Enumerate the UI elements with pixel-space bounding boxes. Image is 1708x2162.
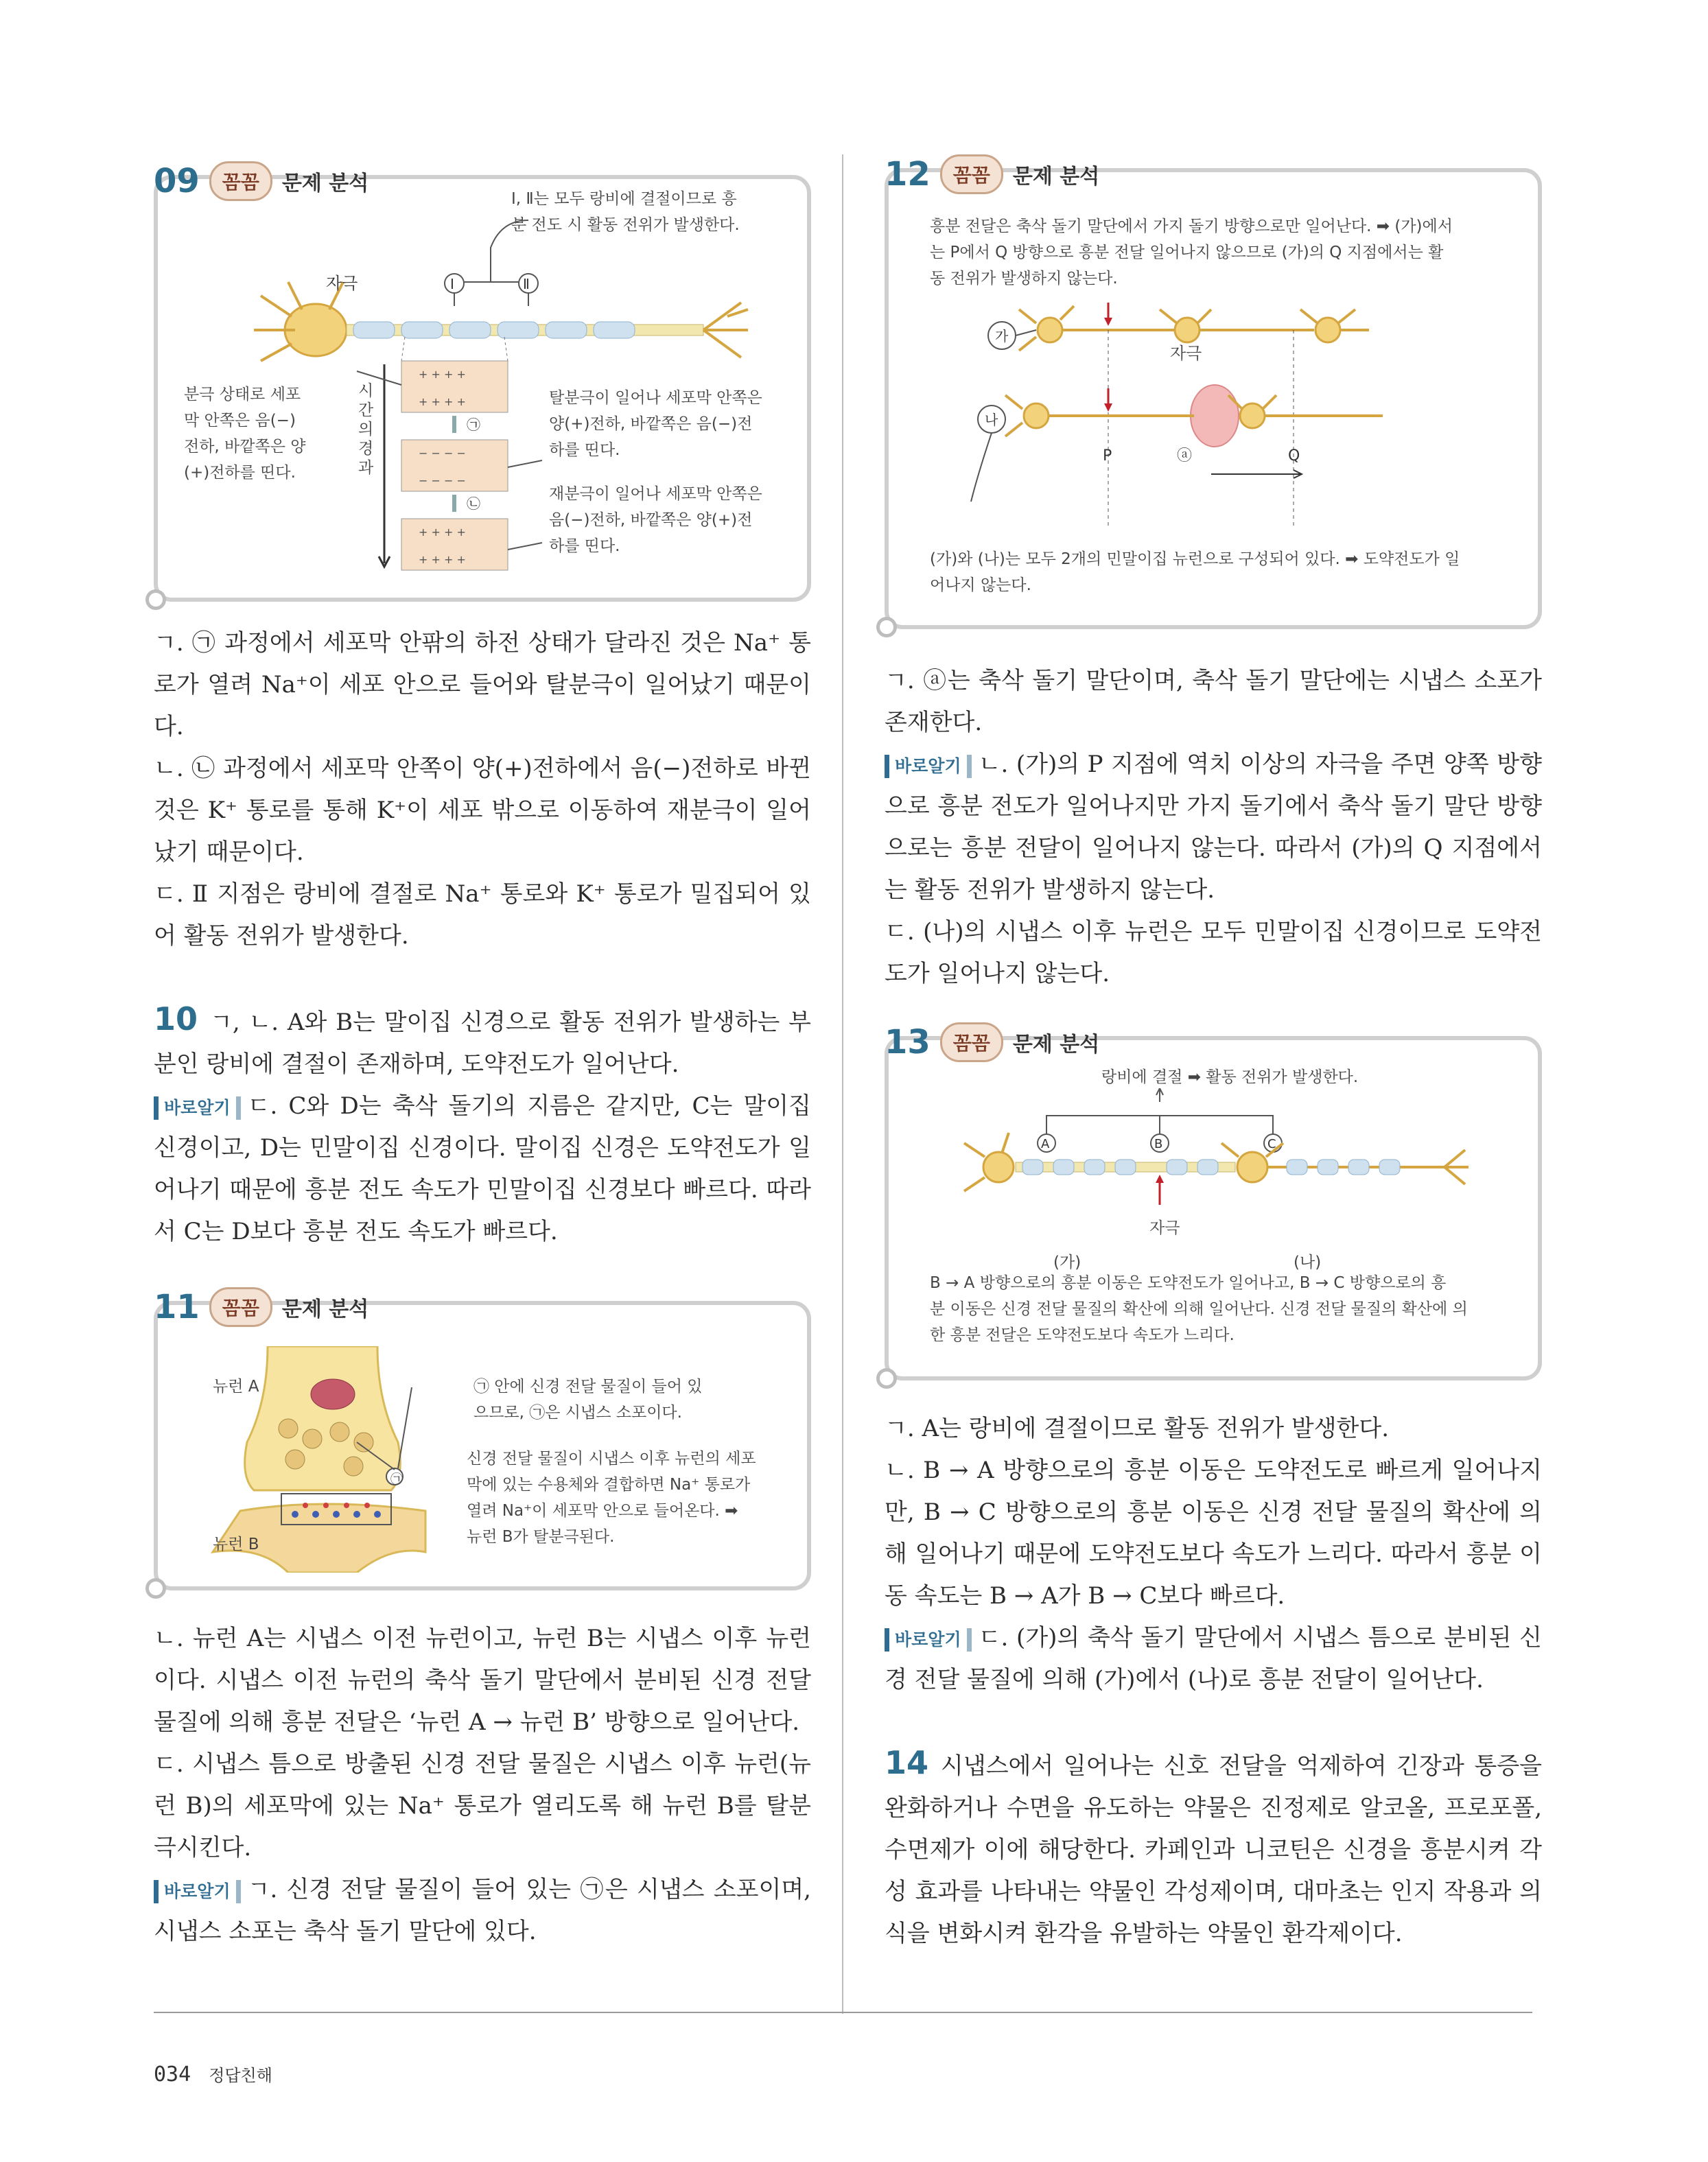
- q13-header: [885, 1022, 1099, 1062]
- q13-wrong-badge: 바로알기: [885, 1628, 972, 1652]
- q12-badge: 꼼꼼: [940, 154, 1003, 194]
- q10-wrong-badge: 바로알기: [154, 1096, 241, 1120]
- svg-text:+ + + +: + + + +: [419, 553, 466, 566]
- q11-wrong-text: ㄱ. 신경 전달 물질이 들어 있는 ㉠은 시냅스 소포이며, 시냅스 소포는 축삭 돌기 말단에 있다.: [154, 1876, 811, 1945]
- q11-badge: 꼼꼼: [209, 1287, 272, 1327]
- q09-left-note: 분극 상태로 세포 막 안쪽은 음(−) 전하, 바깥쪽은 양 (+)전하를 띤다.: [184, 386, 306, 482]
- footer-title: 정답친해: [209, 2066, 272, 2085]
- q13-stim-label: 자극: [1149, 1219, 1180, 1237]
- svg-text:+ + + +: + + + +: [419, 368, 466, 381]
- q12-na-label: 나: [985, 412, 998, 428]
- q11-label: 문제 분석: [281, 1297, 369, 1321]
- q09-number: 09: [154, 162, 200, 200]
- q12-answer-1: ㄱ. ⓐ는 축삭 돌기 말단이며, 축삭 돌기 말단에는 시냅스 소포가 존재한다.: [885, 667, 1542, 736]
- q13-label: 문제 분석: [1012, 1033, 1100, 1057]
- q11-mark: ㉠: [390, 1472, 403, 1487]
- q13-answer-1: ㄱ. A는 랑비에 결절이므로 활동 전위가 발생한다.: [885, 1415, 1390, 1442]
- q10-text-2: ㄷ. C와 D는 축삭 돌기의 지름은 같지만, C는 말이집 신경이고, D는 민말이집 신경이다. 말이집 신경은 도약전도가 일어나기 때문에 흥분 전도 속도가 민말이집 신경보다 빠르다. 따라서 C는 D보다 흥분 전도 속도가 빠르다.: [154, 1092, 811, 1245]
- q13-a-label: A: [1041, 1137, 1050, 1151]
- svg-text:− − − −: − − − −: [419, 447, 466, 460]
- q09-answers: [154, 622, 811, 957]
- left-column: [154, 154, 811, 1953]
- svg-text:+ + + +: + + + +: [419, 526, 466, 539]
- q13-answers: [885, 1408, 1542, 1701]
- q11-note-2: 신경 전달 물질이 시냅스 이후 뉴런의 세포 막에 있는 수용체와 결합하면 Na⁺ 통로가 열려 Na⁺이 세포막 안으로 들어온다. ➡ 뉴런 B가 탈분극된다.: [467, 1450, 756, 1546]
- q13-note-top: 랑비에 결절 ➡ 활동 전위가 발생한다.: [1101, 1068, 1359, 1086]
- q12-label: 문제 분석: [1012, 165, 1100, 189]
- right-column: [885, 154, 1542, 1955]
- q13-neuron-diagram: [889, 1088, 1534, 1260]
- q13-answer-2: ㄴ. B → A 방향으로의 흥분 이동은 도약전도로 빠르게 일어나지만, B → C 방향으로의 흥분 이동은 신경 전달 물질의 확산에 의해 일어나기 때문에 도약전도보다 속도가 느리다. 따라서 흥분 이동 속도는 B → A가 B → C보다 빠르다.: [885, 1457, 1542, 1610]
- q11-number: 11: [154, 1288, 200, 1326]
- q10-block: [154, 998, 811, 1253]
- q09-answer-3: ㄷ. Ⅱ 지점은 랑비에 결절로 Na⁺ 통로와 K⁺ 통로가 밀집되어 있어 활동 전위가 발생한다.: [154, 880, 811, 950]
- q12-header: [885, 154, 1099, 194]
- page-number: 034: [154, 2063, 191, 2087]
- q12-ga-label: 가: [995, 328, 1009, 344]
- q12-analysis-box: [885, 155, 1542, 629]
- q11-neuron-b-label: 뉴런 B: [213, 1536, 259, 1553]
- q13-answer-3: ㄷ. (가)의 축삭 돌기 말단에서 시냅스 틈으로 분비된 신경 전달 물질에 의해 (가)에서 (나)로 흥분 전달이 일어난다.: [885, 1624, 1542, 1693]
- footer: [154, 2062, 272, 2087]
- q09-right-note-1: 탈분극이 일어나 세포막 안쪽은 양(+)전하, 바깥쪽은 음(−)전 하를 띤다.: [549, 389, 762, 459]
- q11-neuron-a-label: 뉴런 A: [213, 1378, 259, 1396]
- q13-b-label: B: [1154, 1137, 1163, 1151]
- q13-note-bottom: B → A 방향으로의 흥분 이동은 도약전도가 일어나고, B → C 방향으로의 흥 분 이동은 신경 전달 물질의 확산에 의해 일어난다. 신경 전달 물질의 확산에 의 한 흥분 전달은 도약전도보다 속도가 느리다.: [930, 1274, 1468, 1344]
- q12-neuron-diagram: [889, 303, 1534, 550]
- q12-note-bottom: (가)와 (나)는 모두 2개의 민말이집 뉴런으로 구성되어 있다. ➡ 도약전도가 일 어나지 않는다.: [930, 550, 1460, 594]
- q12-answer-2: ㄴ. (가)의 P 지점에 역치 이상의 자극을 주면 양쪽 방향으로 흥분 전도가 일어나지만 가지 돌기에서 축삭 돌기 말단 방향으로는 흥분 전달이 일어나지 않는다. 따라서 (가)의 Q 지점에서는 활동 전위가 발생하지 않는다.: [885, 751, 1542, 904]
- q13-na-label: (나): [1294, 1254, 1322, 1271]
- q13-analysis-box: [885, 1023, 1542, 1380]
- q11-note-1: ㉠ 안에 신경 전달 물질이 들어 있 으므로, ㉠은 시냅스 소포이다.: [473, 1378, 703, 1422]
- svg-text:+ + + +: + + + +: [419, 395, 466, 408]
- q10-text-1: ㄱ, ㄴ. A와 B는 말이집 신경으로 활동 전위가 발생하는 부분인 랑비에 결절이 존재하며, 도약전도가 일어난다.: [154, 1009, 811, 1078]
- q12-number: 12: [885, 155, 931, 193]
- q09-label: 문제 분석: [281, 172, 369, 196]
- q14-number: 14: [885, 1744, 929, 1781]
- q09-step-1: ㉠: [467, 416, 480, 433]
- q13-c-label: C: [1267, 1137, 1276, 1151]
- q11-answer-1: ㄴ. 뉴런 A는 시냅스 이전 뉴런이고, 뉴런 B는 시냅스 이후 뉴런이다. 시냅스 이전 뉴런의 축삭 돌기 말단에서 분비된 신경 전달 물질에 의해 흥분 전달은 ‘뉴런 A → 뉴런 B’ 방향으로 일어난다.: [154, 1625, 811, 1736]
- q12-p-label: P: [1103, 447, 1112, 465]
- q09-badge: 꼼꼼: [209, 161, 272, 201]
- q09-answer-2: ㄴ. ㉡ 과정에서 세포막 안쪽이 양(+)전하에서 음(−)전하로 바뀐 것은 K⁺ 통로를 통해 K⁺이 세포 밖으로 이동하여 재분극이 일어났기 때문이다.: [154, 755, 811, 866]
- q12-wrong-badge: 바로알기: [885, 755, 972, 778]
- q12-a-label: ⓐ: [1177, 447, 1193, 465]
- footer-rule: [154, 2012, 1532, 2013]
- svg-text:− − − −: − − − −: [419, 474, 466, 487]
- q12-answers: [885, 660, 1542, 995]
- q09-step-2: ㉡: [467, 495, 480, 512]
- q11-header: [154, 1287, 368, 1327]
- q14-block: [885, 1742, 1542, 1955]
- q09-point-2: Ⅱ: [523, 276, 530, 292]
- q09-analysis-box: [154, 162, 811, 602]
- q12-stim-label: 자극: [1170, 344, 1202, 363]
- q09-point-1: Ⅰ: [450, 276, 454, 292]
- q09-stim-label: 자극: [326, 274, 358, 293]
- q09-right-note-2: 재분극이 일어나 세포막 안쪽은 음(−)전하, 바깥쪽은 양(+)전 하를 띤다.: [549, 485, 762, 555]
- q13-number: 13: [885, 1023, 931, 1061]
- q11-answer-2: ㄷ. 시냅스 틈으로 방출된 신경 전달 물질은 시냅스 이후 뉴런(뉴런 B)의 세포막에 있는 Na⁺ 통로가 열리도록 해 뉴런 B를 탈분극시킨다.: [154, 1750, 811, 1861]
- q13-ga-label: (가): [1053, 1254, 1081, 1271]
- q09-note-top: Ⅰ, Ⅱ는 모두 랑비에 결절이므로 흥 분 전도 시 활동 전위가 발생한다.: [511, 190, 740, 234]
- q11-analysis-box: [154, 1288, 811, 1590]
- q14-text: 시냅스에서 일어나는 신호 전달을 억제하여 긴장과 통증을 완화하거나 수면을 유도하는 약물은 진정제로 알코올, 프로포폴, 수면제가 이에 해당한다. 카페인과 니코틴은 신경을 흥분시켜 각성 효과를 나타내는 약물인 각성제이며, 대마초는 인지 작용과 의식을 변화시켜 환각을 유발하는 약물인 환각제이다.: [885, 1752, 1542, 1947]
- column-divider: [842, 154, 843, 2014]
- q11-wrong-badge: 바로알기: [154, 1880, 241, 1903]
- q09-header: [154, 161, 368, 201]
- membrane-panels: [401, 361, 508, 570]
- q09-time-label: 시 간 의 경 과: [358, 382, 374, 477]
- q12-note-top: 흥분 전달은 축삭 돌기 말단에서 가지 돌기 방향으로만 일어난다. ➡ (가)에서 는 P에서 Q 방향으로 흥분 전달 일어나지 않으므로 (가)의 Q 지점에서는 활 동 전위가 발생하지 않는다.: [930, 218, 1453, 287]
- neuron-illustration: [254, 282, 748, 361]
- q09-answer-1: ㄱ. ㉠ 과정에서 세포막 안팎의 하전 상태가 달라진 것은 Na⁺ 통로가 열려 Na⁺이 세포 안으로 들어와 탈분극이 일어났기 때문이다.: [154, 629, 811, 740]
- q12-answer-3: ㄷ. (나)의 시냅스 이후 뉴런은 모두 민말이집 신경이므로 도약전도가 일어나지 않는다.: [885, 918, 1542, 987]
- q11-answers: [154, 1618, 811, 1953]
- q10-number: 10: [154, 1000, 198, 1037]
- q13-badge: 꼼꼼: [940, 1022, 1003, 1062]
- q12-q-label: Q: [1288, 447, 1300, 465]
